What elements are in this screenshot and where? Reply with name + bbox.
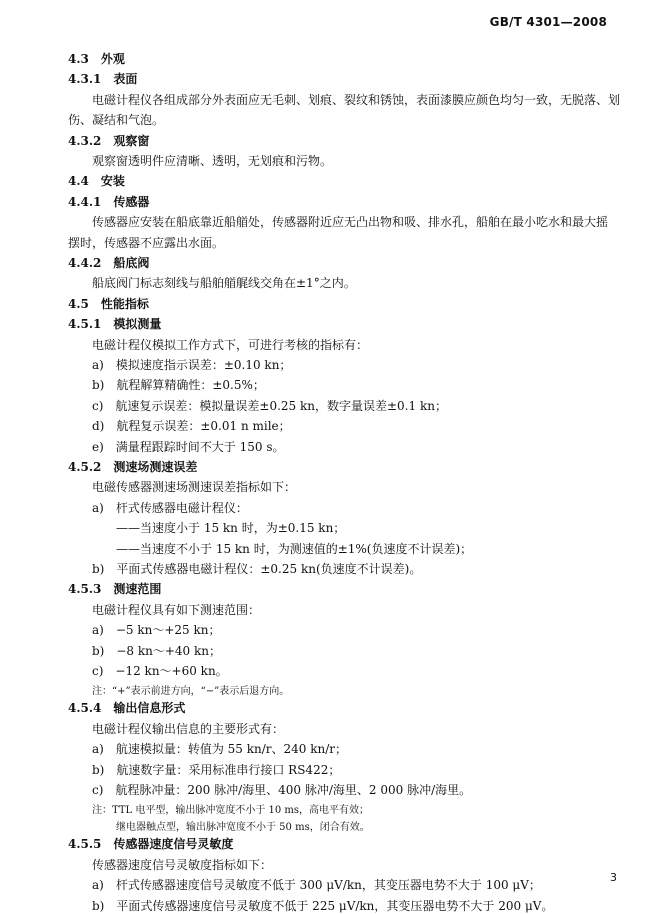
heading-4-5-2: 4.5.2 测速场测速误差 (68, 460, 198, 474)
heading-4-3: 4.3 外观 (68, 52, 125, 66)
heading-4-5-1: 4.5.1 模拟测量 (68, 317, 162, 332)
heading-4-4-1: 4.4.1 传感器 (68, 194, 150, 209)
paragraph: 观察窗透明件应清晰、透明，无划痕和污物。 (92, 154, 333, 168)
dash-item: ——当速度不小于 15 kn 时，为测速值的±1%(负速度不计误差)； (116, 541, 473, 556)
paragraph: 传感器速度信号灵敏度指标如下： (92, 857, 273, 872)
paragraph: 电磁计程仪各组成部分外表面应无毛刺、划痕、裂纹和锈蚀，表面漆膜应颜色均匀一致，无脱落、划 (92, 92, 621, 107)
list-item: b) −8 kn～+40 kn； (92, 643, 222, 658)
heading-4-3-1: 4.3.1 表面 (68, 72, 138, 87)
paragraph: 伤、凝结和气泡。 (68, 113, 165, 128)
note: 注：“+”表示前进方向，“−”表示后退方向。 (92, 686, 290, 698)
list-item: d) 航程复示误差：±0.01 n mile； (92, 419, 291, 434)
list-item: c) −12 kn～+60 kn。 (92, 664, 228, 678)
list-item: a) 航速模拟量：转值为 55 kn/r、240 kn/r； (92, 742, 348, 757)
list-item: a) 杆式传感器速度信号灵敏度不低于 300 μV/kn，其变压器电势不大于 100 μV； (92, 878, 541, 893)
list-item: c) 航速复示误差：模拟量误差±0.25 kn，数字量误差±0.1 kn； (92, 398, 447, 413)
paragraph: 电磁计程仪模拟工作方式下，可进行考核的指标有： (92, 337, 369, 352)
page-number: 3 (610, 871, 617, 884)
paragraph: 摆时，传感器不应露出水面。 (68, 235, 225, 250)
heading-4-4-2: 4.4.2 船底阀 (68, 256, 150, 270)
heading-4-4: 4.4 安装 (68, 174, 125, 189)
paragraph: 电磁计程仪具有如下测速范围： (92, 602, 261, 617)
heading-4-5-5: 4.5.5 传感器速度信号灵敏度 (68, 837, 234, 852)
list-item: a) 模拟速度指示误差：±0.10 kn； (92, 358, 292, 372)
list-item: b) 平面式传感器电磁计程仪：±0.25 kn(负速度不计误差)。 (92, 562, 422, 576)
standard-number: GB/T 4301—2008 (489, 15, 607, 29)
list-item: c) 航程脉冲量：200 脉冲/海里、400 脉冲/海里、2 000 脉冲/海里。 (92, 783, 472, 797)
list-item: a) −5 kn～+25 kn； (92, 623, 221, 638)
list-item: b) 航速数字量：采用标准串行接口 RS422； (92, 762, 341, 777)
note: 继电器触点型，输出脉冲宽度不小于 50 ms，闭合有效。 (116, 822, 370, 834)
paragraph: 传感器应安装在船底靠近船艏处，传感器附近应无凸出物和吸、排水孔，船舶在最小吃水和最大摇 (92, 215, 609, 230)
paragraph: 电磁计程仪输出信息的主要形式有： (92, 721, 285, 736)
paragraph: 电磁传感器测速场测速误差指标如下： (92, 480, 297, 495)
list-item: b) 航程解算精确性：±0.5%； (92, 378, 265, 393)
heading-4-5-3: 4.5.3 测速范围 (68, 582, 162, 597)
list-item: b) 平面式传感器速度信号灵敏度不低于 225 μV/kn，其变压器电势不大于 200 μV。 (92, 898, 554, 913)
heading-4-5-4: 4.5.4 输出信息形式 (68, 701, 186, 716)
dash-item: ——当速度小于 15 kn 时，为±0.15 kn； (116, 521, 346, 536)
list-item: a) 杆式传感器电磁计程仪： (92, 500, 248, 515)
note: 注：TTL 电平型，输出脉冲宽度不小于 10 ms，高电平有效； (92, 805, 370, 817)
heading-4-5: 4.5 性能指标 (68, 296, 149, 311)
paragraph: 船底阀门标志刻线与船舶艏艉线交角在±1°之内。 (92, 276, 356, 291)
heading-4-3-2: 4.3.2 观察窗 (68, 133, 150, 148)
list-item: e) 满量程跟踪时间不大于 150 s。 (92, 439, 285, 454)
